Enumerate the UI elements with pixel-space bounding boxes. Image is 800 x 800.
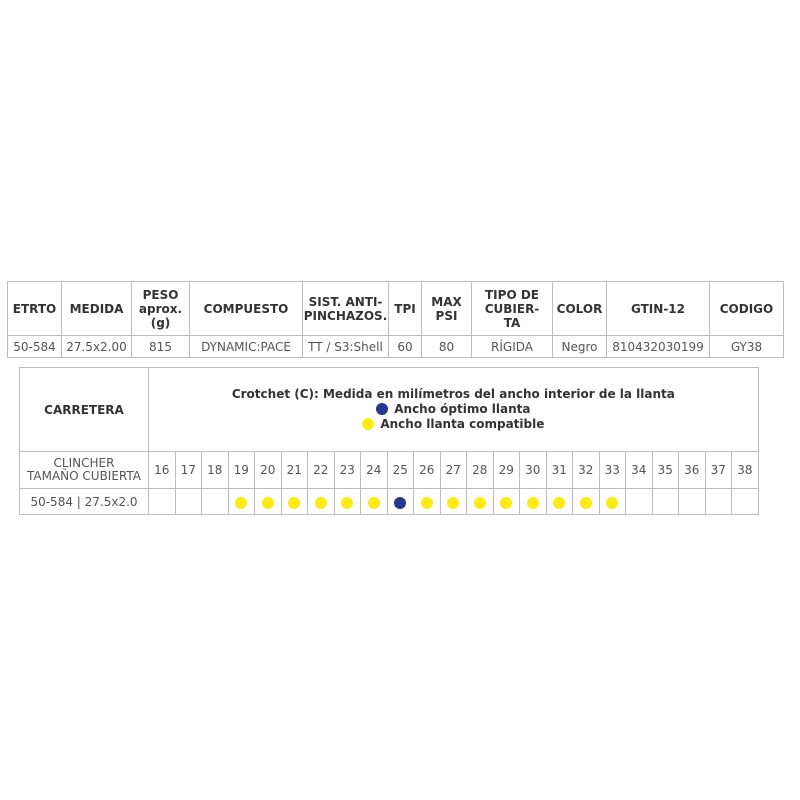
compat-cell-29 [493, 489, 520, 515]
spec-header-line: MAX [431, 294, 462, 309]
spec-header-line: TA [503, 315, 521, 330]
width-37: 37 [705, 452, 732, 489]
width-28: 28 [467, 452, 494, 489]
compatible-dot-icon [362, 418, 374, 430]
spec-header-line: PINCHAZOS. [303, 308, 388, 323]
width-22: 22 [308, 452, 335, 489]
width-29: 29 [493, 452, 520, 489]
compatible-dot-icon [341, 497, 353, 509]
category-label: CARRETERA [20, 368, 149, 452]
spec-header-line: COLOR [556, 301, 603, 316]
width-36: 36 [679, 452, 706, 489]
spec-header-line: CODIGO [719, 301, 774, 316]
compatible-dot-icon [368, 497, 380, 509]
width-21: 21 [281, 452, 308, 489]
spec-value-0: 50-584 [8, 336, 62, 358]
spec-header-1 [62, 282, 132, 336]
spec-table [7, 281, 784, 358]
spec-header-line: aprox. [138, 301, 183, 316]
legend-compatible [149, 417, 758, 432]
spec-header-line: TPI [394, 301, 416, 316]
compatible-dot-icon [474, 497, 486, 509]
width-30: 30 [520, 452, 547, 489]
spec-header-9 [607, 282, 710, 336]
compat-cell-27 [440, 489, 467, 515]
compat-cell-25 [387, 489, 414, 515]
legend-title: Crotchet (C): Medida en milímetros del ancho interior de la llanta [231, 387, 675, 401]
spec-header-line: PESO [142, 287, 179, 302]
compat-cell-22 [308, 489, 335, 515]
legend-compatible-text: Ancho llanta compatible [380, 417, 545, 431]
width-17: 17 [175, 452, 202, 489]
width-19: 19 [228, 452, 255, 489]
compat-cell-20 [255, 489, 282, 515]
legend-optimal-text: Ancho óptimo llanta [394, 402, 531, 416]
width-32: 32 [573, 452, 600, 489]
spec-header-line: GTIN-12 [630, 301, 685, 316]
spec-value-5: 60 [389, 336, 422, 358]
spec-value-3: DYNAMIC:PACE [190, 336, 303, 358]
spec-header-line: TIPO DE [485, 287, 539, 302]
compat-cell-24 [361, 489, 388, 515]
size-label [20, 452, 149, 489]
optimal-dot-icon [394, 497, 406, 509]
compat-cell-23 [334, 489, 361, 515]
compat-cell-36 [679, 489, 706, 515]
compat-cell-33 [599, 489, 626, 515]
compatible-dot-icon [580, 497, 592, 509]
width-38: 38 [732, 452, 759, 489]
compatible-dot-icon [447, 497, 459, 509]
spec-header-7 [472, 282, 553, 336]
spec-value-2: 815 [132, 336, 190, 358]
spec-value-10: GY38 [710, 336, 784, 358]
spec-header-2 [132, 282, 190, 336]
width-31: 31 [546, 452, 573, 489]
compatible-dot-icon [527, 497, 539, 509]
compat-legend-row [20, 368, 759, 452]
compat-cell-32 [573, 489, 600, 515]
spec-header-row [8, 282, 784, 336]
spec-header-10 [710, 282, 784, 336]
width-header-row [20, 452, 759, 489]
spec-header-line: PSI [435, 308, 458, 323]
spec-value-row [8, 336, 784, 358]
compat-cell-30 [520, 489, 547, 515]
compatible-dot-icon [500, 497, 512, 509]
spec-header-line: MEDIDA [69, 301, 124, 316]
legend-optimal [149, 402, 758, 417]
width-34: 34 [626, 452, 653, 489]
compat-cell-31 [546, 489, 573, 515]
spec-value-8: Negro [553, 336, 607, 358]
spec-header-6 [422, 282, 472, 336]
spec-header-0 [8, 282, 62, 336]
width-24: 24 [361, 452, 388, 489]
spec-header-line: (g) [150, 315, 171, 330]
spec-value-4: TT / S3:Shell [303, 336, 389, 358]
width-35: 35 [652, 452, 679, 489]
width-16: 16 [149, 452, 176, 489]
spec-header-line: CUBIER- [484, 301, 540, 316]
spec-header-3 [190, 282, 303, 336]
compat-cell-37 [705, 489, 732, 515]
width-26: 26 [414, 452, 441, 489]
compatible-dot-icon [606, 497, 618, 509]
spec-value-1: 27.5x2.00 [62, 336, 132, 358]
width-33: 33 [599, 452, 626, 489]
compat-cell-34 [626, 489, 653, 515]
size-label-line2: TAMAÑO CUBIERTA [27, 469, 141, 483]
compat-cell-26 [414, 489, 441, 515]
spec-value-6: 80 [422, 336, 472, 358]
spec-value-9: 810432030199 [607, 336, 710, 358]
compatible-dot-icon [421, 497, 433, 509]
spec-value-7: RÍGIDA [472, 336, 553, 358]
compatible-dot-icon [315, 497, 327, 509]
spec-header-line: COMPUESTO [203, 301, 289, 316]
compat-table [19, 367, 759, 515]
spec-header-8 [553, 282, 607, 336]
compat-cell-16 [149, 489, 176, 515]
width-20: 20 [255, 452, 282, 489]
compat-cell-21 [281, 489, 308, 515]
legend [149, 368, 759, 452]
width-27: 27 [440, 452, 467, 489]
spec-header-line: SIST. ANTI- [308, 294, 383, 309]
spec-header-4 [303, 282, 389, 336]
compat-cell-18 [202, 489, 229, 515]
compat-cell-38 [732, 489, 759, 515]
size-label-line1: CLINCHER [53, 456, 115, 470]
width-18: 18 [202, 452, 229, 489]
compat-cell-19 [228, 489, 255, 515]
compatible-dot-icon [235, 497, 247, 509]
compat-cell-17 [175, 489, 202, 515]
compat-cell-28 [467, 489, 494, 515]
compat-cell-35 [652, 489, 679, 515]
tire-size-label: 50-584 | 27.5x2.0 [20, 489, 149, 515]
width-25: 25 [387, 452, 414, 489]
compatible-dot-icon [288, 497, 300, 509]
compat-row [20, 489, 759, 515]
width-23: 23 [334, 452, 361, 489]
spec-header-line: ETRTO [12, 301, 57, 316]
compatible-dot-icon [262, 497, 274, 509]
optimal-dot-icon [376, 403, 388, 415]
compatible-dot-icon [553, 497, 565, 509]
spec-header-5 [389, 282, 422, 336]
